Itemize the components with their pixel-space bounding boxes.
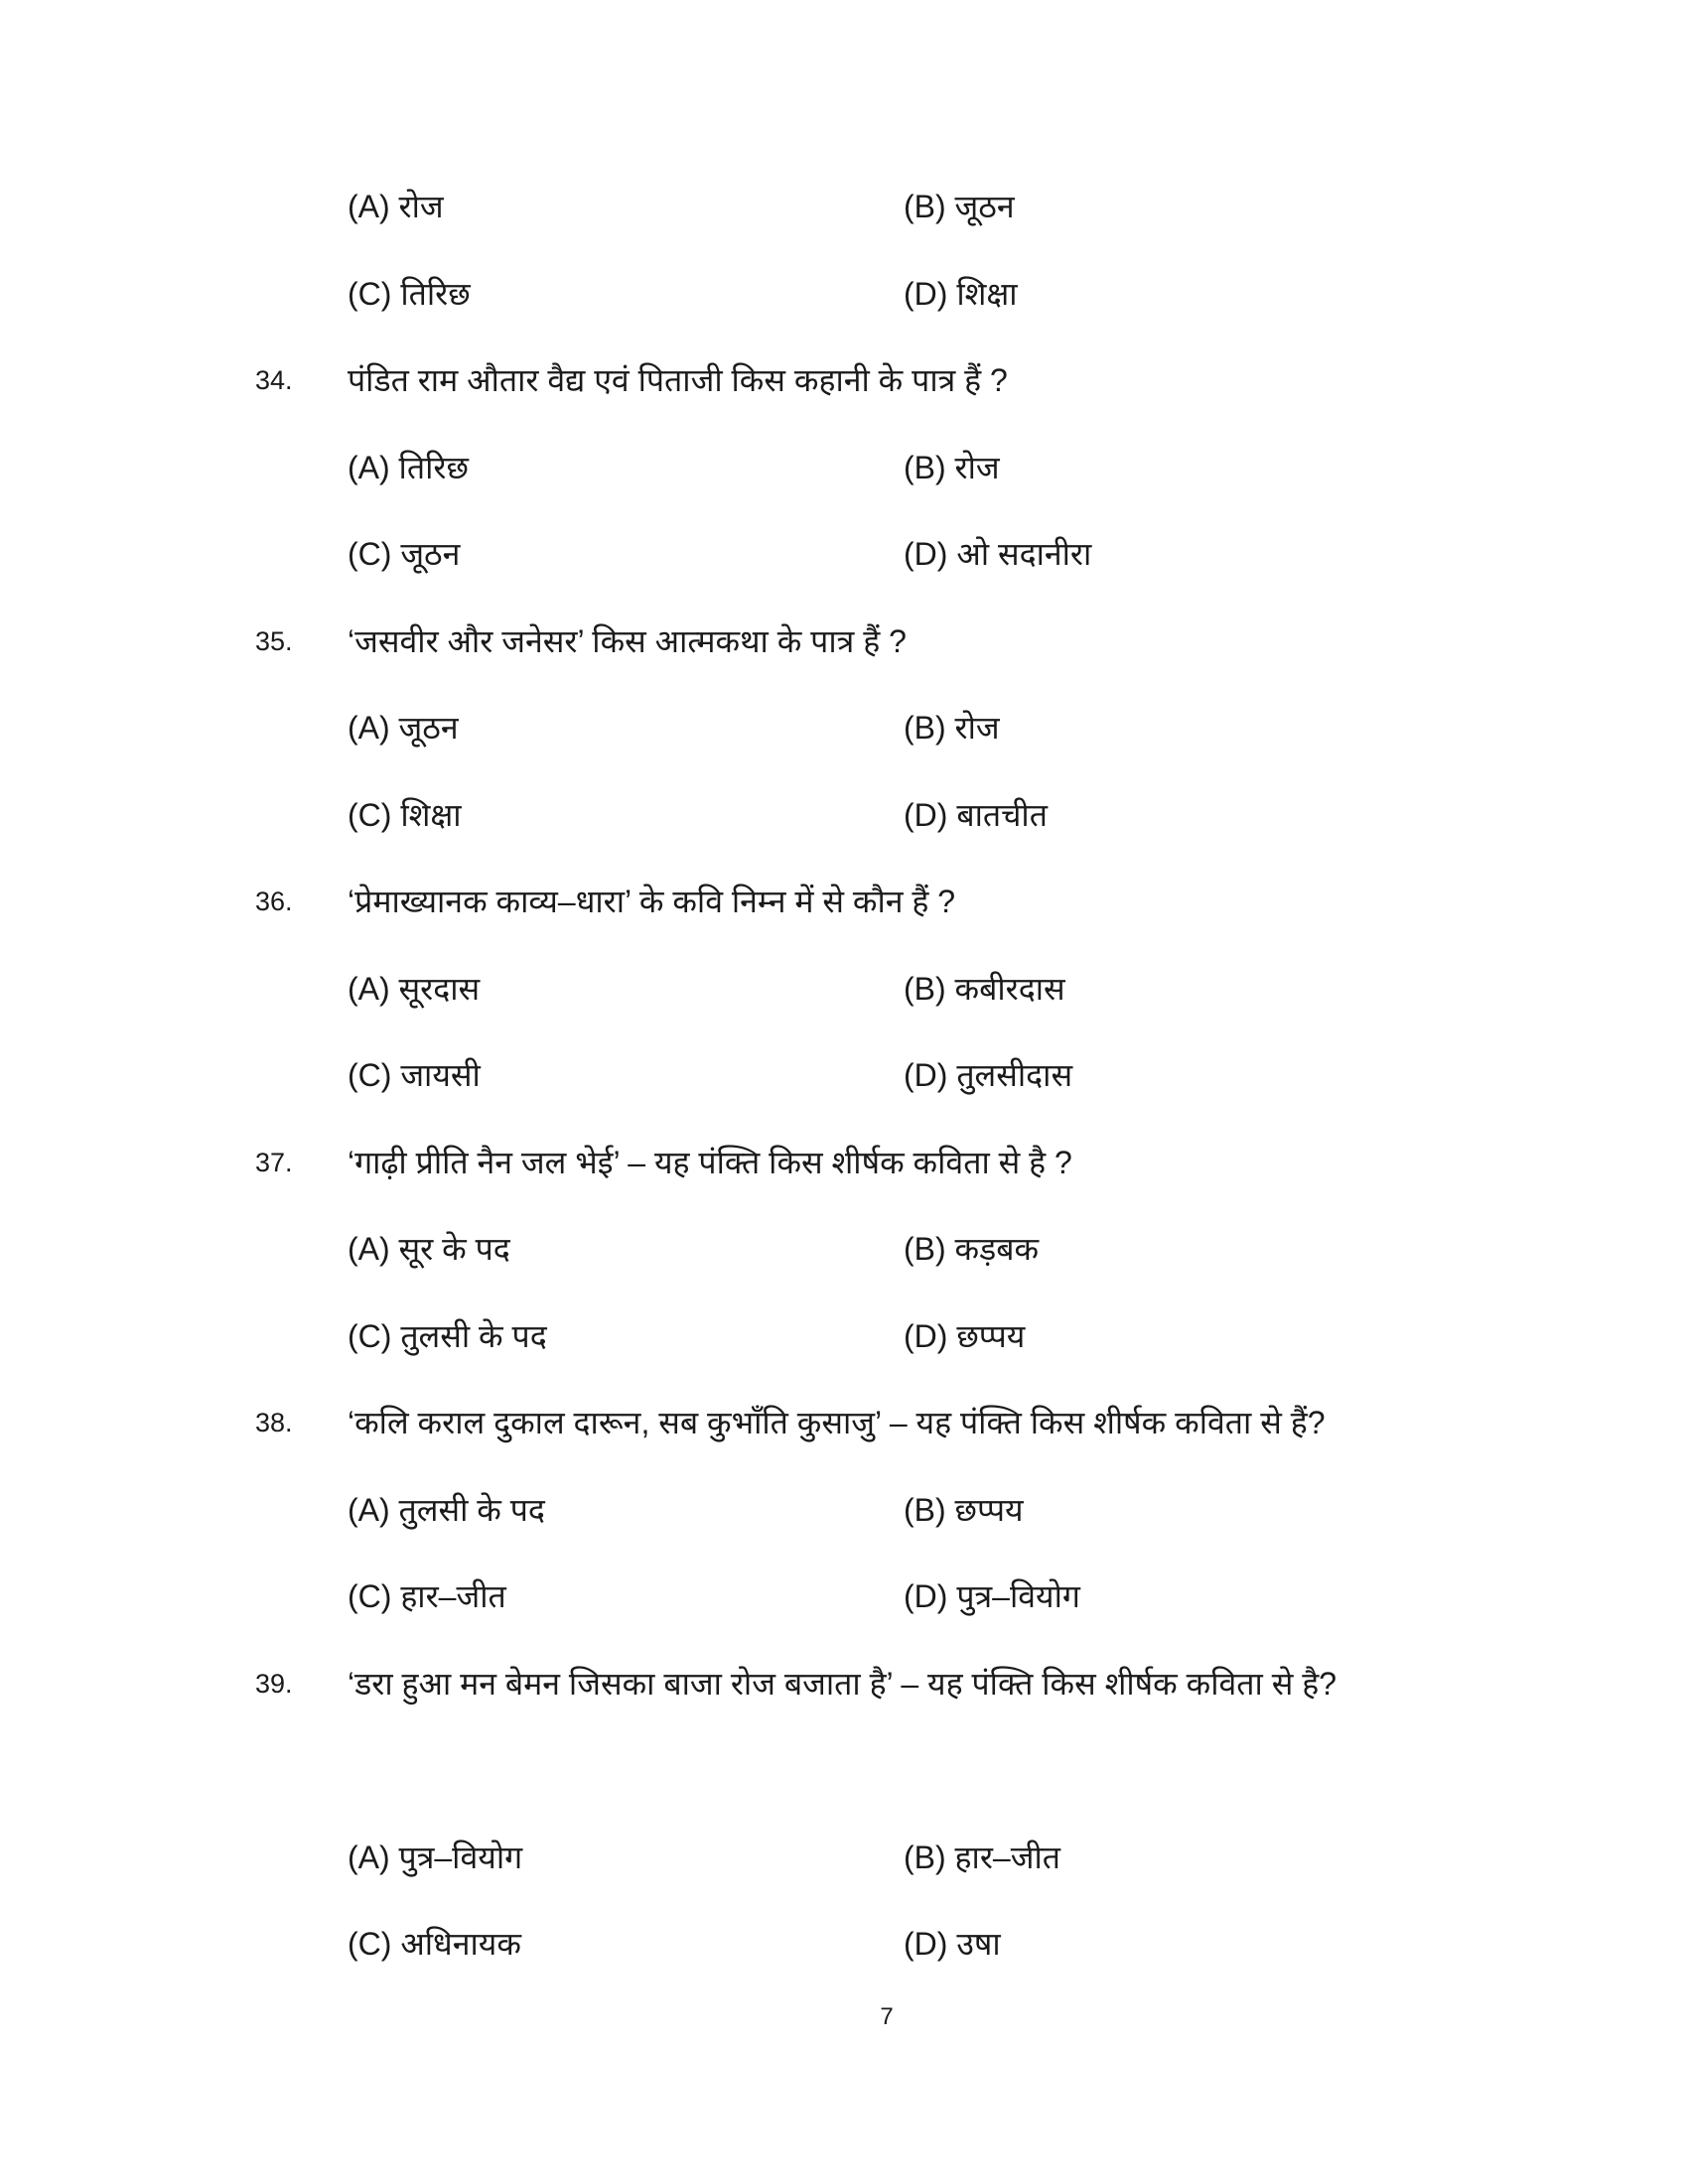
option-a: (A) पुत्र–वियोग — [348, 1839, 523, 1875]
option-c: (C) तुलसी के पद — [348, 1317, 547, 1354]
option-d: (D) छप्पय — [904, 1317, 1026, 1354]
options-row — [0, 1467, 1688, 1555]
option-b: (B) छप्पय — [904, 1491, 1024, 1528]
question-list — [0, 164, 1688, 1988]
question-text: ‘जसवीर और जनेसर’ किस आत्मकथा के पात्र हैं ? — [348, 622, 907, 659]
question-row — [0, 1380, 1688, 1467]
options-row — [0, 1901, 1688, 1988]
option-b: (B) जूठन — [904, 189, 1015, 224]
options-row — [0, 772, 1688, 860]
question-row — [0, 599, 1688, 686]
option-c: (C) जूठन — [348, 536, 461, 572]
question-row — [0, 1120, 1688, 1207]
option-c: (C) जायसी — [348, 1057, 481, 1093]
option-d: (D) शिक्षा — [904, 275, 1018, 312]
options-row — [0, 511, 1688, 599]
option-a: (A) तिरिछ — [348, 449, 469, 485]
option-a: (A) तुलसी के पद — [348, 1491, 545, 1528]
question-text: ‘गाढ़ी प्रीति नैन जल भेई’ – यह पंक्ति किस शीर्षक कविता से है ? — [348, 1144, 1072, 1180]
option-d: (D) पुत्र–वियोग — [904, 1578, 1080, 1614]
question-row — [0, 859, 1688, 946]
option-a: (A) सूरदास — [348, 970, 481, 1007]
question-number: 34. — [255, 365, 293, 395]
question-text: पंडित राम औतार वैद्य एवं पिताजी किस कहानी के पात्र हैं ? — [348, 362, 1008, 398]
option-d: (D) उषा — [904, 1926, 1001, 1962]
option-b: (B) रोज — [904, 710, 1000, 746]
option-b: (B) कड़बक — [904, 1231, 1040, 1267]
options-row — [0, 1032, 1688, 1120]
option-d: (D) तुलसीदास — [904, 1057, 1073, 1093]
question-row — [0, 338, 1688, 425]
question-number: 37. — [255, 1147, 293, 1177]
option-d: (D) ओ सदानीरा — [904, 536, 1092, 572]
question-number: 38. — [255, 1408, 293, 1437]
options-row — [0, 425, 1688, 512]
option-b: (B) रोज — [904, 449, 1000, 485]
question-text: ‘कलि कराल दुकाल दारून, सब कुभाँति कुसाजु’ – यह पंक्ति किस शीर्षक कविता से हैं? — [348, 1405, 1326, 1440]
question-text: ‘डरा हुआ मन बेमन जिसका बाजा रोज बजाता है’ – यह पंक्ति किस शीर्षक कविता से है? — [348, 1665, 1337, 1702]
page-number: 7 — [880, 2003, 894, 2030]
option-d: (D) बातचीत — [904, 796, 1048, 833]
question-number: 39. — [255, 1668, 293, 1699]
options-row — [0, 1815, 1688, 1902]
option-c: (C) तिरिछ — [348, 275, 471, 312]
options-row — [0, 1294, 1688, 1381]
option-a: (A) रोज — [348, 189, 444, 224]
option-b: (B) कबीरदास — [904, 970, 1065, 1007]
option-c: (C) शिक्षा — [348, 796, 462, 833]
option-c: (C) हार–जीत — [348, 1578, 506, 1614]
options-row — [0, 1206, 1688, 1294]
options-row — [0, 1554, 1688, 1641]
option-c: (C) अधिनायक — [348, 1926, 521, 1962]
question-number: 35. — [255, 625, 293, 656]
option-b: (B) हार–जीत — [904, 1839, 1060, 1875]
question-text: ‘प्रेमाख्यानक काव्य–धारा’ के कवि निम्न में से कौन हैं ? — [348, 884, 956, 919]
options-row — [0, 164, 1688, 251]
question-number: 36. — [255, 887, 293, 916]
option-a: (A) जूठन — [348, 710, 459, 746]
options-row — [0, 946, 1688, 1033]
options-row — [0, 685, 1688, 772]
option-a: (A) सूर के पद — [348, 1231, 510, 1267]
question-row — [0, 1641, 1688, 1815]
options-row — [0, 251, 1688, 339]
